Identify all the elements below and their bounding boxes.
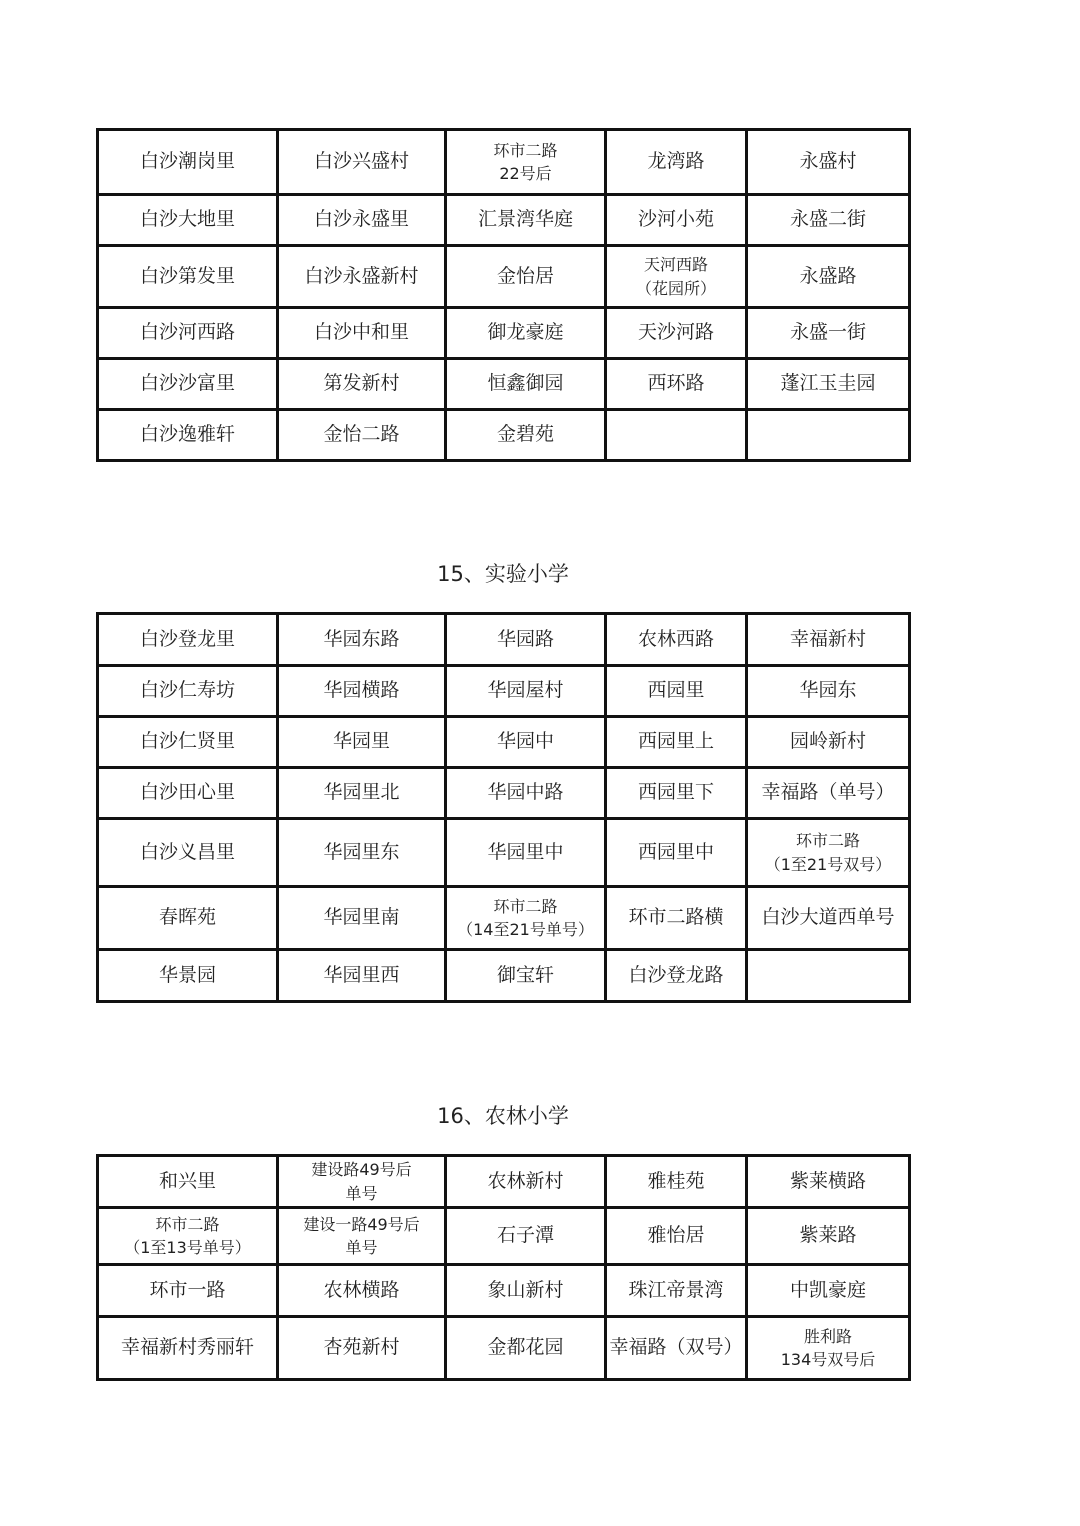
table-cell: 石子潭 — [446, 1208, 606, 1265]
table-cell: 华园东路 — [278, 614, 446, 666]
table-cell: 华园里东 — [278, 819, 446, 887]
table-cell: 龙湾路 — [606, 130, 747, 195]
table-cell: 春晖苑 — [98, 887, 278, 950]
table-cell: 白沙沙富里 — [98, 359, 278, 410]
table-cell: 杏苑新村 — [278, 1317, 446, 1380]
table-cell: 象山新村 — [446, 1265, 606, 1317]
table-cell: 环市二路横 — [606, 887, 747, 950]
table-cell: 西园里下 — [606, 768, 747, 819]
school-district-table-14 — [96, 128, 911, 462]
table-cell: 金都花园 — [446, 1317, 606, 1380]
table-cell: 白沙仁寿坊 — [98, 666, 278, 717]
table-cell: 西环路 — [606, 359, 747, 410]
table-cell: 白沙义昌里 — [98, 819, 278, 887]
table-cell: 西园里中 — [606, 819, 747, 887]
table-cell: 雅怡居 — [606, 1208, 747, 1265]
table-cell: 御龙豪庭 — [446, 308, 606, 359]
table-cell: 永盛二街 — [747, 195, 910, 246]
table-cell: 农林新村 — [446, 1156, 606, 1208]
table-cell: 幸福新村 — [747, 614, 910, 666]
table-row — [98, 717, 910, 768]
table-cell: 华园东 — [747, 666, 910, 717]
table-cell: 建设路49号后 单号 — [278, 1156, 446, 1208]
empty-cell — [747, 950, 910, 1002]
table-cell: 华园里中 — [446, 819, 606, 887]
table-cell: 白沙登龙路 — [606, 950, 747, 1002]
table-cell: 白沙兴盛村 — [278, 130, 446, 195]
table-row — [98, 359, 910, 410]
table-cell: 环市二路 （1至21号双号） — [747, 819, 910, 887]
table-row — [98, 1317, 910, 1380]
table-row — [98, 1265, 910, 1317]
empty-cell — [606, 410, 747, 461]
table-cell: 白沙逸雅轩 — [98, 410, 278, 461]
table-cell: 华园里南 — [278, 887, 446, 950]
table-cell: 沙河小苑 — [606, 195, 747, 246]
table-cell: 华园路 — [446, 614, 606, 666]
table-cell: 白沙大道西单号 — [747, 887, 910, 950]
empty-cell — [747, 410, 910, 461]
table-cell: 永盛路 — [747, 246, 910, 308]
table-row — [98, 1208, 910, 1265]
table-cell: 西园里 — [606, 666, 747, 717]
table-row — [98, 614, 910, 666]
table-row — [98, 887, 910, 950]
table-cell: 中凯豪庭 — [747, 1265, 910, 1317]
table-cell: 紫莱横路 — [747, 1156, 910, 1208]
table-cell: 白沙登龙里 — [98, 614, 278, 666]
table-cell: 金碧苑 — [446, 410, 606, 461]
table-row — [98, 819, 910, 887]
table-cell: 农林横路 — [278, 1265, 446, 1317]
section-heading-15: 15、实验小学 — [437, 562, 569, 586]
table-cell: 华园中路 — [446, 768, 606, 819]
table-cell: 恒鑫御园 — [446, 359, 606, 410]
table-cell: 汇景湾华庭 — [446, 195, 606, 246]
table-row — [98, 130, 910, 195]
table-cell: 紫莱路 — [747, 1208, 910, 1265]
table-row — [98, 666, 910, 717]
table-cell: 珠江帝景湾 — [606, 1265, 747, 1317]
table-cell: 白沙仁贤里 — [98, 717, 278, 768]
table-cell: 蓬江玉圭园 — [747, 359, 910, 410]
table-cell: 华园里西 — [278, 950, 446, 1002]
table-cell: 幸福路（单号） — [747, 768, 910, 819]
table-row — [98, 195, 910, 246]
table-row — [98, 950, 910, 1002]
table-cell: 农林西路 — [606, 614, 747, 666]
table-row — [98, 308, 910, 359]
section-heading-16: 16、农林小学 — [437, 1104, 569, 1128]
table-cell: 胜利路 134号双号后 — [747, 1317, 910, 1380]
table-cell: 西园里上 — [606, 717, 747, 768]
table-cell: 天沙河路 — [606, 308, 747, 359]
table-row — [98, 246, 910, 308]
table-cell: 白沙大地里 — [98, 195, 278, 246]
school-district-table-15 — [96, 612, 911, 1003]
table-cell: 白沙河西路 — [98, 308, 278, 359]
table-row — [98, 768, 910, 819]
table-row — [98, 1156, 910, 1208]
table-cell: 永盛村 — [747, 130, 910, 195]
table-cell: 环市二路 （1至13号单号） — [98, 1208, 278, 1265]
table-cell: 天河西路 （花园所） — [606, 246, 747, 308]
table-cell: 白沙潮岗里 — [98, 130, 278, 195]
table-cell: 永盛一街 — [747, 308, 910, 359]
table-cell: 华景园 — [98, 950, 278, 1002]
table-cell: 幸福新村秀丽轩 — [98, 1317, 278, 1380]
table-cell: 环市二路 （14至21号单号） — [446, 887, 606, 950]
table-cell: 华园里 — [278, 717, 446, 768]
table-cell: 和兴里 — [98, 1156, 278, 1208]
table-cell: 金怡二路 — [278, 410, 446, 461]
table-cell: 环市一路 — [98, 1265, 278, 1317]
table-cell: 白沙永盛里 — [278, 195, 446, 246]
table-cell: 御宝轩 — [446, 950, 606, 1002]
table-cell: 华园横路 — [278, 666, 446, 717]
table-cell: 华园屋村 — [446, 666, 606, 717]
table-cell: 园岭新村 — [747, 717, 910, 768]
table-cell: 白沙第发里 — [98, 246, 278, 308]
table-row — [98, 410, 910, 461]
school-district-table-16 — [96, 1154, 911, 1381]
table-cell: 第发新村 — [278, 359, 446, 410]
table-cell: 华园中 — [446, 717, 606, 768]
table-cell: 白沙田心里 — [98, 768, 278, 819]
table-cell: 雅桂苑 — [606, 1156, 747, 1208]
table-cell: 幸福路（双号） — [606, 1317, 747, 1380]
table-cell: 环市二路 22号后 — [446, 130, 606, 195]
table-cell: 金怡居 — [446, 246, 606, 308]
table-cell: 白沙永盛新村 — [278, 246, 446, 308]
table-cell: 建设一路49号后 单号 — [278, 1208, 446, 1265]
table-cell: 华园里北 — [278, 768, 446, 819]
table-cell: 白沙中和里 — [278, 308, 446, 359]
